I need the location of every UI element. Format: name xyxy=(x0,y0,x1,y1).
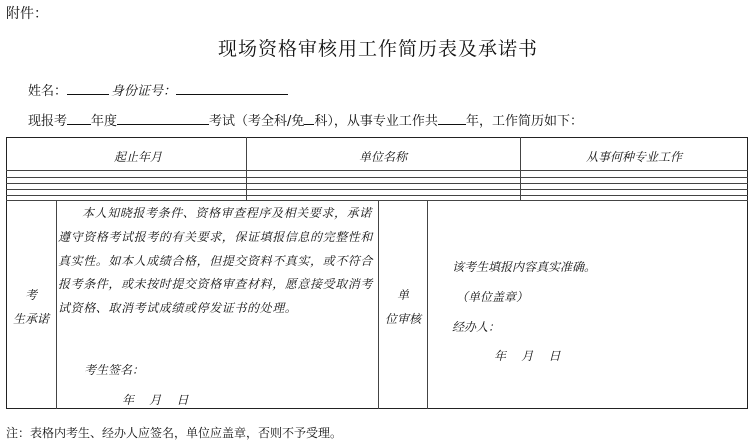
exam-line xyxy=(28,110,583,129)
name-id-line xyxy=(28,80,288,99)
table-column-divider xyxy=(246,137,247,200)
year-label: 年度 xyxy=(91,114,118,129)
unit-review-label: 单 位审核 xyxy=(384,288,421,326)
table-row-line xyxy=(6,170,748,171)
work-years-label: 年，工作简历如下： xyxy=(465,114,583,129)
header-period: 起止年月 xyxy=(113,150,163,164)
id-number-blank[interactable] xyxy=(176,82,288,95)
header-unit-name: 单位名称 xyxy=(358,150,408,164)
page-title: 现场资格审核用工作简历表及承诺书 xyxy=(217,38,538,60)
name-blank[interactable] xyxy=(67,82,109,95)
table-row-line xyxy=(6,195,748,196)
exam-blank[interactable] xyxy=(67,112,91,125)
candidate-signature-label: 考生签名： xyxy=(84,363,145,377)
exempt-subjects-blank[interactable] xyxy=(304,112,314,125)
unit-label-divider xyxy=(427,200,428,409)
pledge-divider xyxy=(378,200,379,409)
section-divider xyxy=(6,200,748,201)
candidate-date: 年 月 日 xyxy=(122,393,189,407)
table-row-line xyxy=(6,189,748,190)
unit-seal-label: （单位盖章） xyxy=(456,290,529,304)
exam-label: 考试（考全科/免 xyxy=(209,114,305,129)
pledge-text: 本人知晓报考条件、资格审查程序及相关要求，承诺遵守资格考试报考的有关要求，保证填报信息的完整性和真实性。如本人成绩合格，但提交资料不真实，或不符合报考条件，或未按时提交资格审查材料，愿意接受取消考试资格、取消考试成绩或停发证书的处理。 xyxy=(58,206,374,316)
table-column-divider xyxy=(520,137,521,200)
handler-label: 经办人： xyxy=(452,320,501,334)
pledge-label-divider xyxy=(56,200,57,409)
footer-note: 注：表格内考生、经办人应签名，单位应盖章，否则不予受理。 xyxy=(6,426,343,440)
id-label: 身份证号： xyxy=(111,84,177,99)
name-label: 姓名： xyxy=(28,84,68,99)
attachment-label: 附件： xyxy=(6,6,48,22)
unit-statement: 该考生填报内容真实准确。 xyxy=(452,260,597,274)
year-blank[interactable] xyxy=(117,112,209,125)
table-row-line xyxy=(6,183,748,184)
table-row-line xyxy=(6,177,748,178)
exam-prefix: 现报考 xyxy=(28,114,68,129)
unit-date: 年 月 日 xyxy=(494,349,561,363)
work-years-blank[interactable] xyxy=(438,112,466,125)
candidate-pledge-label: 考 生承诺 xyxy=(12,288,49,326)
exam-suffix: 科），从事专业工作共 xyxy=(314,114,438,129)
header-profession: 从事何种专业工作 xyxy=(585,150,683,164)
